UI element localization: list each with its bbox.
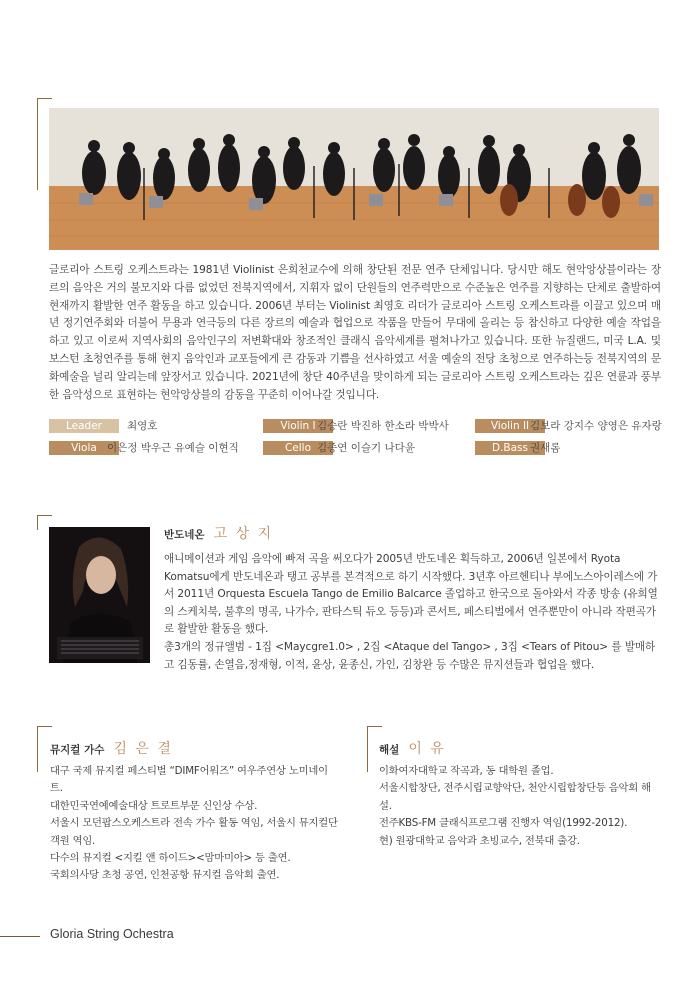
singer-bio-line: 다수의 뮤지컬 <지킬 앤 하이드><맘마미아> 등 출연. [50, 852, 291, 865]
singer-bio-line: 대구 국제 뮤지컬 페스티벌 “DIMF어워즈” 여우주연상 노미네이트. [50, 765, 328, 795]
narrator-name: 이 유 [408, 741, 446, 757]
role-names-violin1: 김승란 박진하 한소라 박박사 [317, 420, 449, 432]
bandoneon-portrait [49, 527, 150, 663]
singer-title [50, 738, 173, 758]
narrator-bio-line: 서울시합창단, 전주시립교향악단, 천안시립합창단등 음악회 해설. [379, 782, 651, 812]
divider-line [367, 726, 368, 772]
role-tag-dbass: D.Bass [475, 441, 545, 455]
role-names-dbass: 권새롬 [530, 442, 561, 454]
narrator-bio [379, 763, 661, 850]
footer-rule [0, 936, 40, 937]
role-names-viola: 이은정 박우근 유예슬 이현직 [107, 442, 239, 454]
role-names-violin2: 김보라 강지수 양영은 유자랑 [530, 420, 662, 432]
role-tag-violin2: Violin II [475, 419, 545, 433]
singer-bio-line: 서울시 모던팝스오케스트라 전속 가수 활동 역임, 서울시 뮤지컬단 객원 역임. [50, 817, 338, 847]
role-names-cello: 김종연 이슬기 나다윤 [317, 442, 415, 454]
narrator-role: 해설 [379, 744, 400, 756]
singer-name: 김 은 결 [113, 741, 173, 757]
narrator-bio-line: 이화여자대학교 작곡과, 동 대학원 졸업. [379, 765, 554, 777]
divider-line [37, 726, 38, 772]
singer-role: 뮤지컬 가수 [50, 744, 105, 756]
role-tag-cello: Cello [263, 441, 333, 455]
role-tag-viola: Viola [49, 441, 119, 455]
ensemble-photo [49, 108, 659, 250]
singer-bio-line: 국회의사당 초청 공연, 인천공항 뮤지컬 음악회 출연. [50, 869, 280, 882]
bandoneon-bio [164, 551, 661, 674]
singer-bio [50, 763, 340, 885]
bandoneon-bio-paragraph: 애니메이션과 게임 음악에 빠져 곡을 써오다가 2005년 반도네온 획득하고, 2006년 일본에서 Ryota Komatsu에게 반도네온과 탱고 공부를 본격적으로 하기 시작했다. 3년후 아르헨티나 부에노스아이레스에 가서 2011년 Orquesta Escuela Tango de Emilio Balcarce 졸업하고 한국으로 돌아와서 각종 방송 (유희열의 스케치북, 불후의 명곡, 나가수, 판타스틱 듀오 등등)과 콘서트, 페스티벌에서 연주뿐만이 아니라 작편곡가로 활발한 활동을 했다. [164, 553, 658, 636]
narrator-bio-line: 전주KBS-FM 클래식프로그램 진행자 역임(1992-2012). [379, 817, 628, 830]
narrator-bio-line: 현) 원광대학교 음악과 초빙교수, 전북대 출강. [379, 834, 580, 847]
bandoneon-role: 반도네온 [164, 529, 205, 541]
role-tag-leader: Leader [49, 419, 119, 433]
ensemble-intro-text: 글로리아 스트링 오케스트라는 1981년 Violinist 은희천교수에 의해 창단된 전문 연주 단체입니다. 당시만 해도 현악앙상블이라는 장르의 음악은 거의 불모지와 다름 없었던 전북지역에서, 지휘자 없이 단원들의 연주력만으로 수준높은 연주를 지향하는 단체로 출발하여 현재까지 활발한 연주 활동을 하고 있습니다. 2006년 부터는 Violinist 최영호 리더가 글로리아 스트링 오케스트라를 이끌고 있으며 매년 정기연주회와 더불어 무용과 연극등의 다른 장르의 예술과 협업으로 작품을 만들어 무대에 올리는 등 참신하고 다양한 예술 작업을 하고 있고 이로써 지역사회의 음악인구의 저변확대와 창조적인 클래식 음악세계를 펼쳐나가고 있습니다. 또한 뉴질랜드, 미국 L.A. 및 보스턴 초청연주를 통해 현지 음악인과 교포들에게 큰 감동과 기쁨을 선사하였고 서울 예술의 전당 초청으로 연주하는등 전북지역의 문화예술을 널리 알리는데 앞장서고 있습니다. 2021년에 창단 40주년을 맞이하게 되는 글로리아 스트링 오케스트라는 깊은 연륜과 풍부한 음악성으로 표현하는 현악앙상블의 감동을 꾸준히 이어나갈 것입니다. [49, 264, 661, 401]
bandoneon-name: 고 상 지 [213, 526, 274, 542]
ensemble-photo-illustration [49, 108, 659, 250]
role-tag-violin1: Violin I [263, 419, 333, 433]
bandoneon-title [164, 523, 273, 543]
divider-line [37, 98, 38, 190]
footer-title: Gloria String Ochestra [50, 927, 174, 941]
narrator-title [379, 738, 446, 758]
role-names-leader: 최영호 [127, 420, 158, 432]
bandoneon-bio-paragraph: 총3개의 정규앨범 - 1집 <Maycgre1.0> , 2집 <Ataque del Tango> , 3집 <Tears of Pitou> 를 발매하고 김동률, 손열음,정재형, 이적, 윤상, 윤종신, 가인, 김창완 등 수많은 뮤지션들과 협업을 했다. [164, 640, 656, 671]
portrait-illustration [49, 527, 150, 663]
singer-bio-line: 대한민국연예예술대상 트로트부문 신인상 수상. [50, 799, 258, 812]
